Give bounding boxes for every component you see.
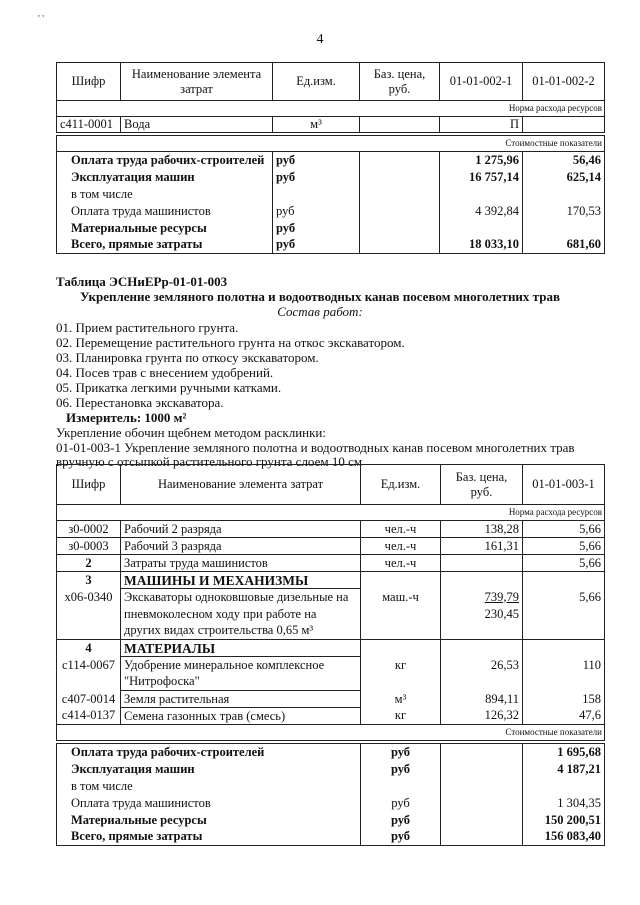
meter: Измеритель: 1000 м² <box>66 410 187 425</box>
total-row <box>57 744 605 761</box>
total-v1: 16 757,14 <box>440 169 523 186</box>
machine-name-line: Экскаваторы одноковшовые дизельные на <box>121 589 361 606</box>
cost-table-01-01-002 <box>56 62 605 254</box>
material-unit: кг <box>361 708 441 725</box>
resource-code: с411-0001 <box>57 117 121 133</box>
row-value: 5,66 <box>523 538 605 555</box>
row-value: 5,66 <box>523 521 605 538</box>
row-name: Затраты труда машинистов <box>121 555 361 572</box>
material-price: 894,11 <box>441 691 523 708</box>
total-unit: руб <box>361 744 441 761</box>
machine-code: х06-0340 <box>57 589 121 606</box>
list-item: 05. Прикатка легкими ручными катками. <box>56 380 282 395</box>
total-v1: 18 033,10 <box>440 237 523 254</box>
table-title: Таблица ЭСНиЕРр-01-01-003 <box>56 274 228 289</box>
list-item: 06. Перестановка экскаватора. <box>56 395 224 410</box>
cost-label: Стоимостные показатели <box>57 725 605 741</box>
material-price: 126,32 <box>441 708 523 725</box>
total-name: Материальные ресурсы <box>57 220 273 237</box>
note-line: Укрепление обочин щебнем методом расклинки: <box>56 425 326 440</box>
list-item: 04. Посев трав с внесением удобрений. <box>56 365 274 380</box>
row-code: 2 <box>57 555 121 572</box>
table-row <box>57 691 605 708</box>
scan-specks: ' ' <box>38 14 45 25</box>
total-unit: руб <box>273 220 360 237</box>
material-unit: м³ <box>361 691 441 708</box>
group-title: МАТЕРИАЛЫ <box>121 640 361 657</box>
header-name: Наименование элемента затрат <box>121 63 273 101</box>
total-value: 156 083,40 <box>523 829 605 846</box>
total-row <box>57 812 605 829</box>
total-value: 4 187,21 <box>523 761 605 778</box>
material-code: с407-0014 <box>57 691 121 708</box>
material-code: с114-0067 <box>57 657 121 674</box>
total-name: Материальные ресурсы <box>57 812 361 829</box>
table-subtitle: Укрепление земляного полотна и водоотводных канав посевом многолетних трав <box>80 289 560 304</box>
row-unit: чел.-ч <box>361 555 441 572</box>
total-row <box>57 829 605 846</box>
total-name: Оплата труда рабочих-строителей <box>57 152 273 169</box>
header-col1: 01-01-002-1 <box>440 63 523 101</box>
table-row <box>57 117 605 133</box>
composition-label: Состав работ: <box>277 304 363 319</box>
total-v2: 170,53 <box>523 203 605 220</box>
total-row <box>57 169 605 186</box>
material-name: Семена газонных трав (смесь) <box>121 708 361 725</box>
cost-label: Стоимостные показатели <box>57 136 605 152</box>
page-number: 4 <box>316 32 324 47</box>
total-unit: руб <box>361 829 441 846</box>
note-line: 01-01-003-1 Укрепление земляного полотна и водоотводных канав посевом многолетних трав <box>56 440 575 455</box>
total-unit: руб <box>273 169 360 186</box>
group-number: 4 <box>57 640 121 657</box>
row-code: з0-0002 <box>57 521 121 538</box>
table-row <box>57 657 605 674</box>
table-row <box>57 708 605 725</box>
cost-table-01-01-003 <box>56 464 605 846</box>
total-v1: 1 275,96 <box>440 152 523 169</box>
total-row <box>57 152 605 169</box>
material-code: с414-0137 <box>57 708 121 725</box>
total-value: 1 304,35 <box>523 795 605 812</box>
material-value: 47,6 <box>523 708 605 725</box>
total-v2: 56,46 <box>523 152 605 169</box>
material-price: 26,53 <box>441 657 523 674</box>
table-header-row <box>57 465 605 505</box>
total-name: Эксплуатация машин <box>57 761 361 778</box>
table-row <box>57 589 605 606</box>
group-header-row <box>57 640 605 657</box>
machine-price: 230,45 <box>441 606 523 623</box>
total-row <box>57 203 605 220</box>
header-col1: 01-01-003-1 <box>523 465 605 505</box>
header-price: Баз. цена, руб. <box>360 63 440 101</box>
list-item: 03. Планировка грунта по откосу экскаватором. <box>56 350 319 365</box>
total-row <box>57 761 605 778</box>
material-name: Удобрение минеральное комплексное <box>121 657 361 674</box>
table-row <box>57 555 605 572</box>
material-name: "Нитрофоска" <box>121 674 361 691</box>
total-name: Оплата труда машинистов <box>57 203 273 220</box>
row-name: Рабочий 2 разряда <box>121 521 361 538</box>
norm-label: Норма расхода ресурсов <box>57 101 605 117</box>
total-name: Эксплуатация машин <box>57 169 273 186</box>
total-name: Всего, прямые затраты <box>57 829 361 846</box>
list-item: 01. Прием растительного грунта. <box>56 320 239 335</box>
total-unit: руб <box>361 761 441 778</box>
row-unit: чел.-ч <box>361 521 441 538</box>
header-unit: Ед.изм. <box>273 63 360 101</box>
group-title: МАШИНЫ И МЕХАНИЗМЫ <box>121 572 361 589</box>
total-v2: 625,14 <box>523 169 605 186</box>
total-unit: руб <box>273 203 360 220</box>
header-code: Шифр <box>57 63 121 101</box>
resource-v1: П <box>440 117 523 133</box>
table-row <box>57 538 605 555</box>
machine-unit: маш.-ч <box>361 589 441 606</box>
total-unit: руб <box>273 237 360 254</box>
total-name: Оплата труда машинистов <box>57 795 361 812</box>
norm-label: Норма расхода ресурсов <box>57 505 605 521</box>
machine-value: 5,66 <box>523 589 605 606</box>
total-v1: 4 392,84 <box>440 203 523 220</box>
table-row <box>57 606 605 623</box>
machine-price: 739,79 <box>441 589 523 606</box>
material-name: Земля растительная <box>121 691 361 708</box>
resource-unit: м³ <box>273 117 360 133</box>
resource-v2 <box>523 117 605 133</box>
header-unit: Ед.изм. <box>361 465 441 505</box>
header-col2: 01-01-002-2 <box>523 63 605 101</box>
machine-name-line: других видах строительства 0,65 м³ <box>121 623 361 640</box>
total-row <box>57 186 605 203</box>
machine-name-line: пневмоколесном ходу при работе на <box>121 606 361 623</box>
total-value: 1 695,68 <box>523 744 605 761</box>
note-line: вручную с отсыпкой растительного грунта слоем 10 см <box>56 454 363 469</box>
group-header-row <box>57 572 605 589</box>
table-row <box>57 623 605 640</box>
resource-name: Вода <box>121 117 273 133</box>
total-name: Оплата труда рабочих-строителей <box>57 744 361 761</box>
total-v2: 681,60 <box>523 237 605 254</box>
material-unit: кг <box>361 657 441 674</box>
total-row <box>57 795 605 812</box>
row-price <box>441 555 523 572</box>
row-price: 161,31 <box>441 538 523 555</box>
total-row <box>57 237 605 254</box>
material-value: 158 <box>523 691 605 708</box>
total-unit: руб <box>361 795 441 812</box>
row-value: 5,66 <box>523 555 605 572</box>
table-header-row <box>57 63 605 101</box>
row-name: Рабочий 3 разряда <box>121 538 361 555</box>
group-number: 3 <box>57 572 121 589</box>
total-unit: руб <box>361 812 441 829</box>
total-unit: руб <box>273 152 360 169</box>
total-name: Всего, прямые затраты <box>57 237 273 254</box>
total-value: 150 200,51 <box>523 812 605 829</box>
total-row <box>57 220 605 237</box>
row-price: 138,28 <box>441 521 523 538</box>
material-value: 110 <box>523 657 605 674</box>
total-name: в том числе <box>57 778 361 795</box>
total-row <box>57 778 605 795</box>
total-name: в том числе <box>57 186 273 203</box>
list-item: 02. Перемещение растительного грунта на откос экскаватором. <box>56 335 405 350</box>
table-row <box>57 521 605 538</box>
row-unit: чел.-ч <box>361 538 441 555</box>
header-price: Баз. цена, руб. <box>441 465 523 505</box>
row-code: з0-0003 <box>57 538 121 555</box>
header-name: Наименование элемента затрат <box>121 465 361 505</box>
table-row <box>57 674 605 691</box>
header-code: Шифр <box>57 465 121 505</box>
